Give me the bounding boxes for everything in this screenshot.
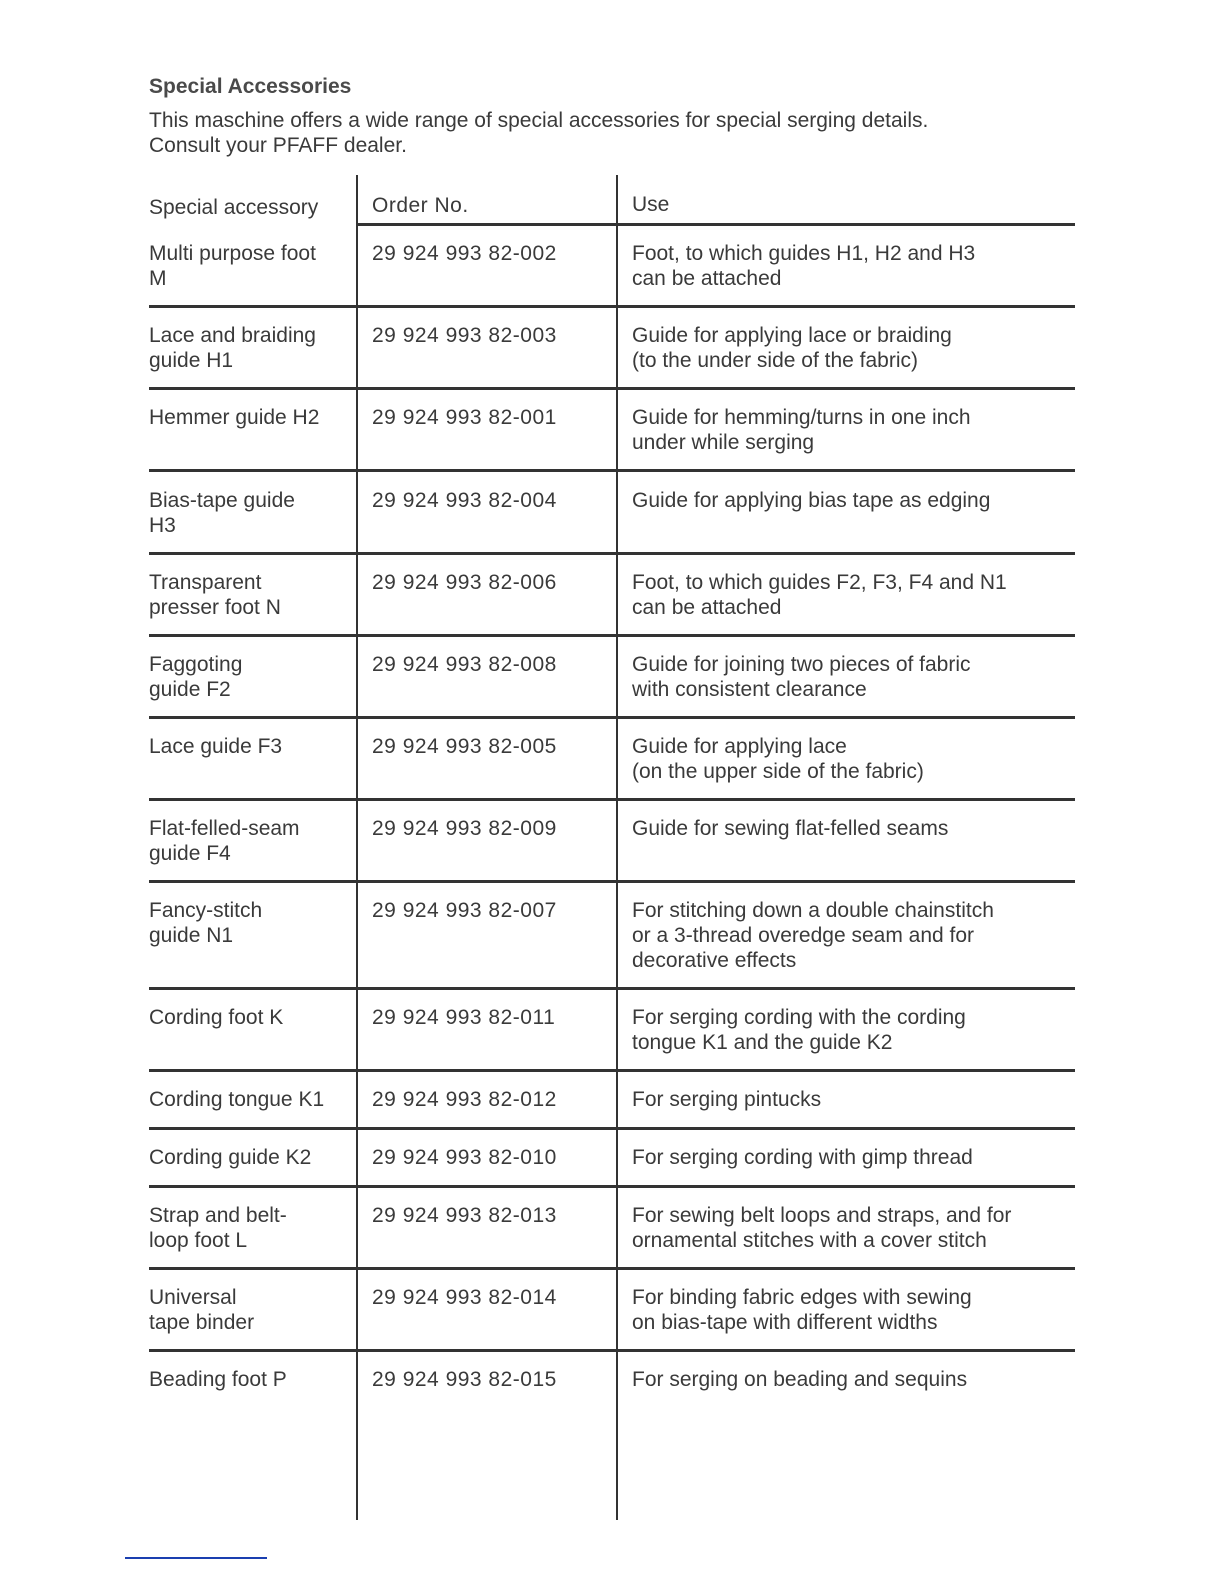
column-divider xyxy=(356,175,358,1520)
order-number: 29 924 993 82-003 xyxy=(372,324,557,347)
accessory-use: Guide for applying lace or braiding (to the under side of the fabric) xyxy=(632,324,952,372)
accessory-use: For stitching down a double chainstitch or a 3-thread overedge seam and for decorative effects xyxy=(632,899,994,972)
accessory-use: Guide for joining two pieces of fabric with consistent clearance xyxy=(632,653,971,701)
accessory-use: Foot, to which guides F2, F3, F4 and N1 can be attached xyxy=(632,571,1007,619)
accessory-name: Cording tongue K1 xyxy=(149,1088,325,1111)
intro-line: Consult your PFAFF dealer. xyxy=(149,134,407,157)
order-number: 29 924 993 82-006 xyxy=(372,571,557,594)
accessory-use: Foot, to which guides H1, H2 and H3 can be attached xyxy=(632,242,976,290)
order-number: 29 924 993 82-005 xyxy=(372,735,557,758)
row-rule xyxy=(149,552,1075,555)
accessory-name: Cording foot K xyxy=(149,1006,284,1029)
accessory-name: Multi purpose foot M xyxy=(149,242,316,290)
accessory-name: Lace guide F3 xyxy=(149,735,283,758)
order-number: 29 924 993 82-004 xyxy=(372,489,557,512)
accessory-name: Cording guide K2 xyxy=(149,1146,312,1169)
accessory-use: Guide for applying bias tape as edging xyxy=(632,489,991,512)
accessory-name: Bias-tape guide H3 xyxy=(149,489,295,537)
row-rule xyxy=(149,987,1075,990)
row-rule xyxy=(149,1349,1075,1352)
order-number: 29 924 993 82-014 xyxy=(372,1286,557,1309)
order-number: 29 924 993 82-015 xyxy=(372,1368,557,1391)
order-number: 29 924 993 82-009 xyxy=(372,817,557,840)
accessory-name: Transparent presser foot N xyxy=(149,571,281,619)
order-number: 29 924 993 82-007 xyxy=(372,899,557,922)
accessory-use: For serging cording with gimp thread xyxy=(632,1146,973,1169)
accessory-use: For binding fabric edges with sewing on bias-tape with different widths xyxy=(632,1286,972,1334)
accessory-name: Fancy-stitch guide N1 xyxy=(149,899,263,947)
accessories-table xyxy=(149,175,1075,1520)
row-rule xyxy=(149,1267,1075,1270)
accessory-name: Faggoting guide F2 xyxy=(149,653,243,701)
header-rule xyxy=(356,223,1075,226)
intro-paragraph xyxy=(149,108,1049,158)
accessory-name: Flat-felled-seam guide F4 xyxy=(149,817,300,865)
order-number: 29 924 993 82-008 xyxy=(372,653,557,676)
accessory-use: Guide for hemming/turns in one inch under while serging xyxy=(632,406,971,454)
row-rule xyxy=(149,798,1075,801)
row-rule xyxy=(149,305,1075,308)
order-number: 29 924 993 82-012 xyxy=(372,1088,557,1111)
order-number: 29 924 993 82-011 xyxy=(372,1006,556,1029)
row-rule xyxy=(149,716,1075,719)
order-number: 29 924 993 82-010 xyxy=(372,1146,557,1169)
accessory-name: Universal tape binder xyxy=(149,1286,255,1334)
accessory-use: Guide for sewing flat-felled seams xyxy=(632,817,949,840)
accessory-use: For serging pintucks xyxy=(632,1088,822,1111)
intro-line: This maschine offers a wide range of special accessories for special serging details. xyxy=(149,109,929,132)
accessory-name: Hemmer guide H2 xyxy=(149,406,320,429)
order-number: 29 924 993 82-013 xyxy=(372,1204,557,1227)
column-divider xyxy=(616,175,618,1520)
order-number: 29 924 993 82-001 xyxy=(372,406,557,429)
page-title: Special Accessories xyxy=(149,75,352,98)
row-rule xyxy=(149,880,1075,883)
accessory-use: For sewing belt loops and straps, and for ornamental stitches with a cover stitch xyxy=(632,1204,1012,1252)
header-use: Use xyxy=(632,193,670,216)
accessory-use: For serging on beading and sequins xyxy=(632,1368,968,1391)
header-accessory: Special accessory xyxy=(149,196,319,219)
row-rule xyxy=(149,1185,1075,1188)
row-rule xyxy=(149,634,1075,637)
header-order-no: Order No. xyxy=(372,194,469,217)
accessory-name: Lace and braiding guide H1 xyxy=(149,324,316,372)
accessory-use: Guide for applying lace (on the upper side of the fabric) xyxy=(632,735,924,783)
row-rule xyxy=(149,1127,1075,1130)
row-rule xyxy=(149,1069,1075,1072)
row-rule xyxy=(149,387,1075,390)
accessory-name: Strap and belt- loop foot L xyxy=(149,1204,287,1252)
row-rule xyxy=(149,469,1075,472)
accessory-name: Beading foot P xyxy=(149,1368,287,1391)
footnote-rule xyxy=(125,1557,267,1559)
accessory-use: For serging cording with the cording tongue K1 and the guide K2 xyxy=(632,1006,966,1054)
order-number: 29 924 993 82-002 xyxy=(372,242,557,265)
